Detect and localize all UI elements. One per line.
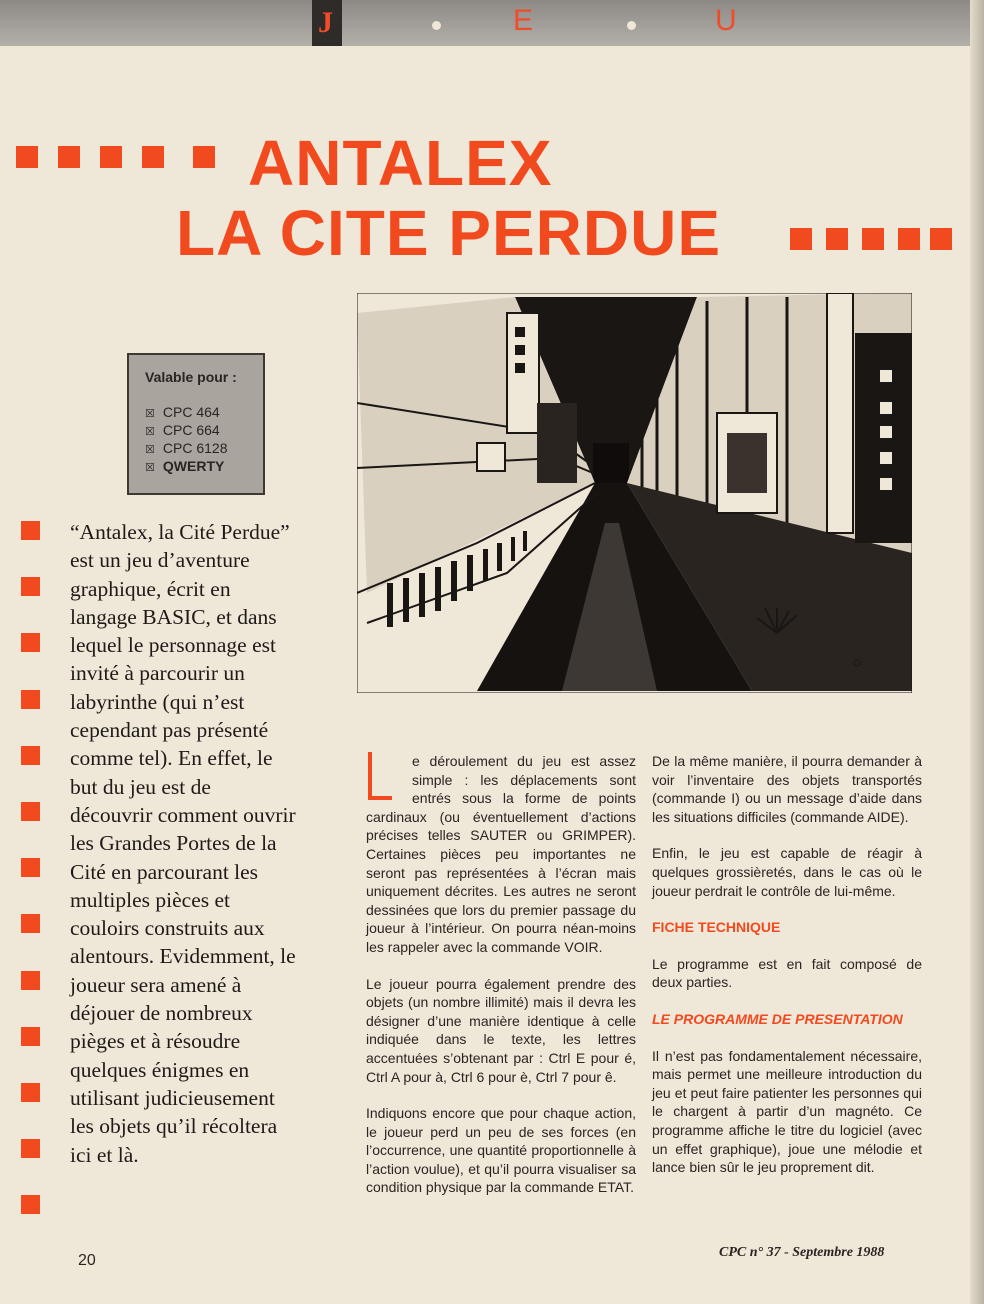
paragraph: De la même manière, il pourra demander à voir l’inventaire des objets transportés (commande I) ou un message d’aide dans les situations difficiles (commande AIDE). xyxy=(652,753,922,825)
title-square xyxy=(826,228,848,250)
section-banner xyxy=(0,0,984,46)
banner-dot xyxy=(627,21,636,30)
list-item: ☒ CPC 464 xyxy=(145,403,227,421)
check-icon: ☒ xyxy=(145,444,155,456)
section-heading: FICHE TECHNIQUE xyxy=(652,919,781,936)
title-square xyxy=(142,146,164,168)
margin-bullet xyxy=(21,914,40,933)
article-title-line2: LA CITE PERDUE xyxy=(176,197,721,269)
body-column-1 xyxy=(366,752,636,1215)
title-square xyxy=(100,146,122,168)
title-square xyxy=(16,146,38,168)
margin-bullet xyxy=(21,802,40,821)
list-item: ☒ CPC 664 xyxy=(145,421,227,439)
margin-bullet xyxy=(21,690,40,709)
compatibility-list xyxy=(145,403,227,475)
paragraph: e déroulement du jeu est assez simple : les déplacements sont entrés sous la forme de points cardinaux (ou éventuellement d’actions précises telles SAUTER ou GRIMPER). Certaines pièces peu importantes ne seront pas représentées à l’écran mais uniquement décrites. Les autres ne seront dessinées que lors du premier passage du joueur à l’intérieur. On pourra néan-moins les rappeler avec la commande VOIR. xyxy=(366,753,636,955)
margin-bullet xyxy=(21,1083,40,1102)
section-heading: LE PROGRAMME DE PRESENTATION xyxy=(652,1010,903,1027)
banner-letter-u: U xyxy=(715,4,737,37)
check-icon: ☒ xyxy=(145,462,155,474)
margin-bullet xyxy=(21,1027,40,1046)
banner-letter-e: E xyxy=(513,4,534,37)
title-square xyxy=(930,228,952,250)
compatibility-title: Valable pour : xyxy=(145,369,237,385)
banner-letter-j: J xyxy=(318,6,333,39)
paragraph: Indiquons encore que pour chaque action, le joueur perd un peu de ses forces (en l’occurrence, une quantité proportionnelle à l’action voulue), et qu’il pourra visualiser sa condition physique par la commande ETAT. xyxy=(366,1105,636,1196)
margin-bullet xyxy=(21,971,40,990)
drop-cap-l xyxy=(366,752,402,802)
paragraph: Enfin, le jeu est capable de réagir à quelques grossièretés, dans le cas où le joueur perdrait le contrôle de lui-même. xyxy=(652,845,922,899)
list-item: ☒ CPC 6128 xyxy=(145,439,227,457)
margin-bullet xyxy=(21,633,40,652)
article-title-line1: ANTALEX xyxy=(248,127,553,199)
margin-bullet xyxy=(21,1139,40,1158)
check-icon: ☒ xyxy=(145,426,155,438)
page-edge xyxy=(970,0,984,1304)
intro-paragraph: “Antalex, la Cité Perdue” est un jeu d’aventure graphique, écrit en langage BASIC, et dans lequel le personnage est invité à parcourir un labyrinthe (qui n’est cependant pas présenté comme tel). En effet, le but du jeu est de découvrir comment ouvrir les Grandes Portes de la Cité en parcourant les multiples pièces et couloirs construits aux alentours. Evidemment, le joueur sera amené à déjouer de nombreux pièges et à résoudre quelques énigmes en utilisant judicieusement les objets qu’il récoltera ici et là. xyxy=(70,520,296,1167)
title-square xyxy=(898,228,920,250)
title-square xyxy=(862,228,884,250)
title-square xyxy=(790,228,812,250)
paragraph: Le joueur pourra également prendre des objets (un nombre illimité) mais il devra les désigner d’une manière identique à celle indiquée dans le texte, les lettres accentuées s’obtenant par : Ctrl E pour é, Ctrl A pour à, Ctrl 6 pour è, Ctrl 7 pour ê. xyxy=(366,975,636,1085)
list-item: ☒ QWERTY xyxy=(145,457,227,475)
body-column-2 xyxy=(652,752,922,1195)
check-icon: ☒ xyxy=(145,408,155,420)
margin-bullet xyxy=(21,746,40,765)
title-square xyxy=(58,146,80,168)
margin-bullet xyxy=(21,577,40,596)
banner-dot xyxy=(432,21,441,30)
corridor-illustration xyxy=(357,293,912,693)
intro-text xyxy=(70,518,298,1169)
issue-footer: CPC n° 37 - Septembre 1988 xyxy=(719,1245,885,1260)
margin-bullet xyxy=(21,1195,40,1214)
margin-bullet xyxy=(21,521,40,540)
margin-bullet xyxy=(21,858,40,877)
paragraph: Le programme est en fait composé de deux parties. xyxy=(652,955,922,991)
page-number: 20 xyxy=(78,1252,96,1269)
paragraph: Il n’est pas fondamentalement nécessaire, mais permet une meilleure introduction du jeu et peut faire patienter les personnes qui le chargent à partir d’un magnéto. Ce programme affiche le titre du logiciel (avec un effet graphique), joue une mélodie et lance bien sûr le jeu proprement dit. xyxy=(652,1047,922,1176)
title-square xyxy=(193,146,215,168)
compatibility-box xyxy=(127,353,265,495)
